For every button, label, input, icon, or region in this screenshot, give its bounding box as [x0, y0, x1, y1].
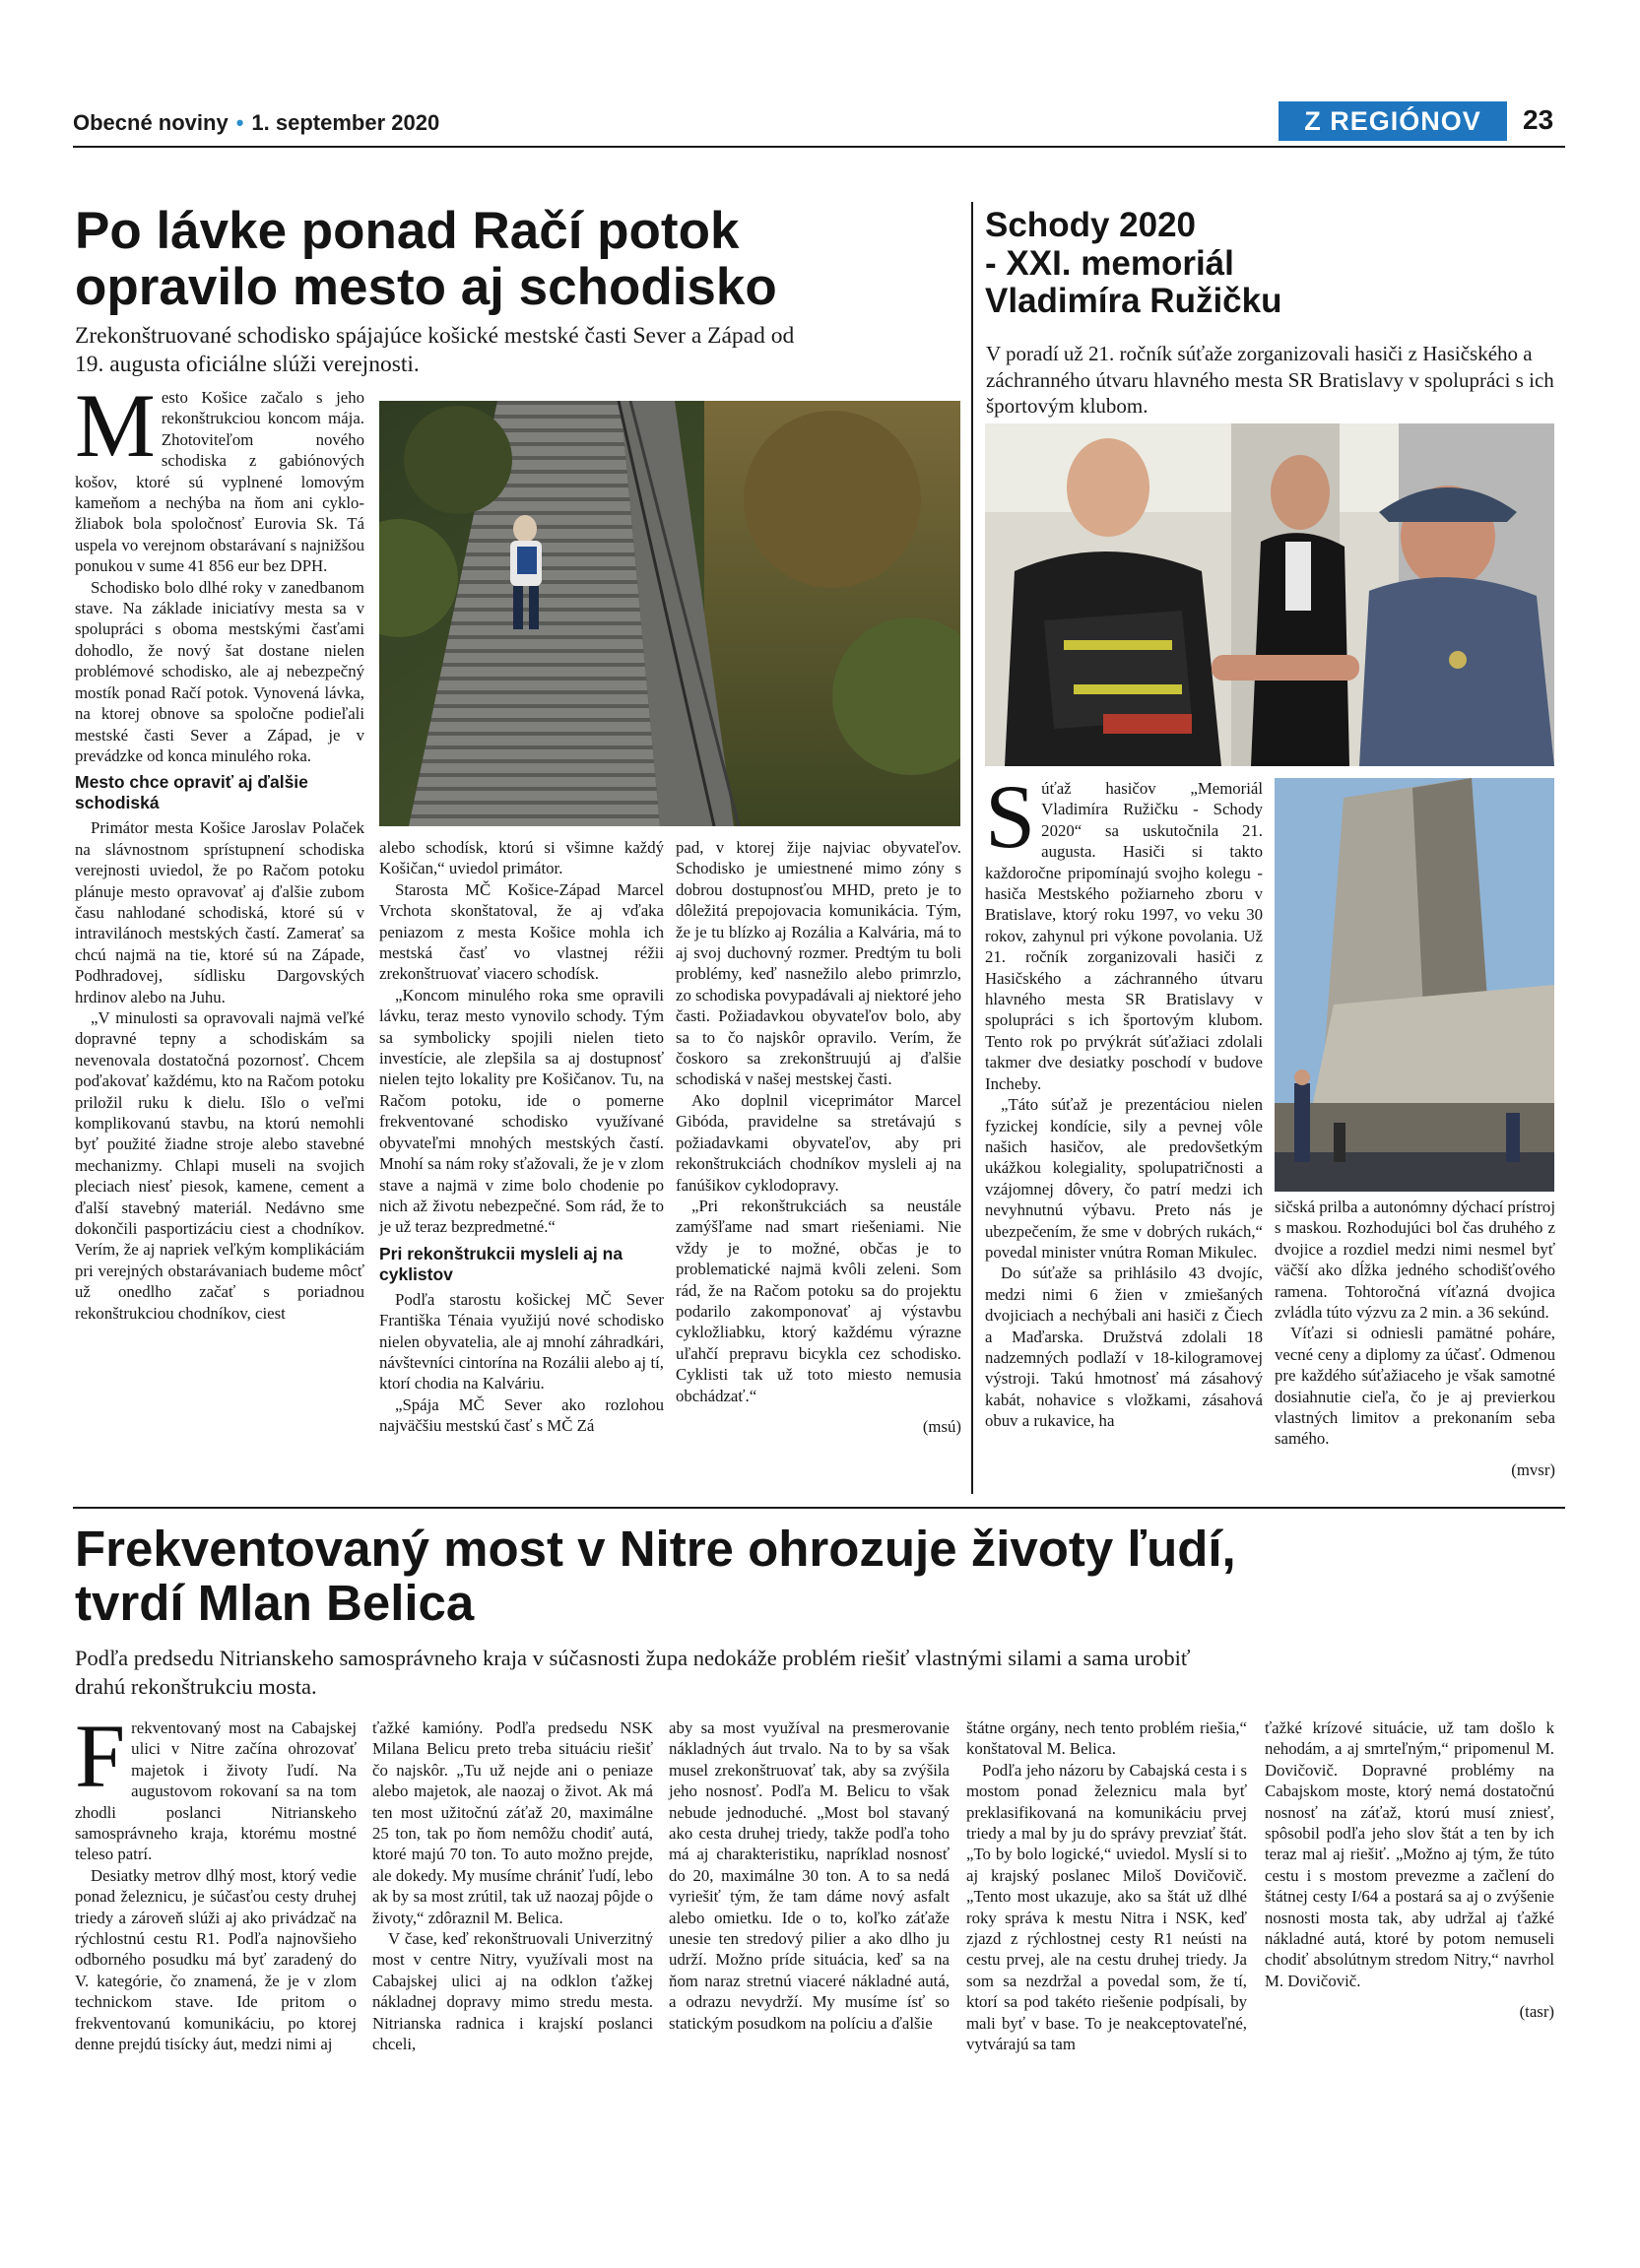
article2-paragraph: sičská prilba a autonómny dýchací prístroj s maskou. Rozhodujúci bol čas druhého z dvojice a rozdiel medzi nimi nesmel byť väčší ako dĺžka jedného schodišťového ramena. Tohtoročná víťazná dvojica zvládla túto výzvu za 2 min. a 36 sekúnd.	[1275, 1198, 1555, 1323]
article2-title-line2: - XXI. memoriál	[985, 243, 1234, 283]
article3-paragraph: štátne orgány, nech tento problém riešia,“ konštatoval M. Belica.	[966, 1718, 1247, 1759]
article3-paragraph: ťažké kamióny. Podľa predsedu NSK Milana Belicu preto treba situáciu riešiť čo najskôr. „Tu už nejde ani o peniaze alebo majetok, ale naozaj o život. Ak má ten most užitočnú záťaž 20, maximálne 25 ton, tak po ňom nemôžu chodiť autá, ktoré majú 70 ton. To auto možno prejde, ale dokedy. My musíme chrániť ľudí, lebo ak by sa most zrútil, tak už naozaj pôjde o životy,“ zdôraznil M. Belica.	[372, 1718, 653, 1927]
article3-lead-line1: Podľa predsedu Nitrianskeho samosprávneho kraja v súčasnosti župa nedokáže problém riešiť vlastnými silami a sama urobiť	[75, 1646, 1191, 1670]
article3-column-3	[669, 1717, 950, 2249]
article1-title-line2: opravilo mesto aj schodisko	[75, 258, 777, 317]
header-rule	[73, 146, 1565, 148]
article1-paragraph: „Koncom minulého roka sme opravili lávku, teraz mesto vynovilo schody. Tým sa symbolicky spojili nielen tieto investície, ale zlepšila sa aj dostupnosť nielen tejto lokality pre Košičanov. Tu, na Račom potoku, ide o pomerne frekventované schodisko využívané obyvateľmi mnohých mestských častí. Mnohí sa nám roky sťažovali, že je v zlom stave a najmä v zime bolo chodenie po nich až životu nebezpečné. Som rád, že to je už teraz bezpredmetné.“	[379, 985, 664, 1237]
stairway-photo-image	[379, 401, 960, 826]
article3-paragraph: ťažké krízové situácie, už tam došlo k nehodám, a aj smrteľným,“ pripomenul M. Dovičovič. Dopravné problémy na Cabajskom moste, ktorý nemá dostatočnú nosnosť na záťaž, ktorú musí zniesť, spôsobil podľa jeho slov štát a ten by ich teraz mal aj riešiť. „Možno aj tým, že túto cestu i s mostom prevezme a začlení do štátnej cesty I/64 a postará sa aj o zvýšenie nosnosti mosta tak, aby udržal aj ťažké nákladné autá, ktoré by potom nemuseli chodiť absolútnym stredom Nitry,“ navrhol M. Dovičovič.	[1265, 1718, 1554, 1990]
article1-paragraph: „Spája MČ Sever ako rozlohou najväčšiu mestskú časť s MČ Zá	[379, 1394, 664, 1436]
article3-column-4	[966, 1717, 1247, 2249]
article1-title	[75, 203, 961, 315]
article3-paragraph: rekventovaný most na Cabajskej ulici v Nitre začína ohrozovať majetok i životy ľudí. Na augustovom rokovaní sa na tom zhodli poslanci Nitrianskeho samosprávneho kraja, ktorému mostné teleso patrí.	[75, 1718, 357, 1864]
incheba-tower-photo-image	[1275, 778, 1554, 1192]
article2-dropcap: S	[985, 766, 1036, 867]
article1-paragraph: „V minulosti sa opravovali najmä veľké dopravné tepny a schodiskám sa nevenovala dostatočná pozornosť. Chcem poďakovať každému, kto na Račom potoku priložil ruku k dielu. Išlo o veľmi komplikovanú stavbu, na ktorú nemohli byť použité žiadne stroje alebo stavebné mechanizmy. Chlapi museli na svojich pleciach niesť piesok, kamene, cement a ďalší stavebný materiál. Nedávno sme dokončili pasportizáciu ciest a chodníkov. Verím, že aj napriek veľkým komplikáciám pri verejných obstarávaniach budeme môcť už onedlho začať s poriadnou rekonštrukciou chodníkov, ciest	[75, 1007, 364, 1323]
article1-lead-line1: Zrekonštruované schodisko spájajúce košické mestské časti Sever a Západ od	[75, 323, 795, 349]
article2-lead: V poradí už 21. ročník súťaže zorganizovali hasiči z Hasičského a záchranného útvaru hlavného mesta SR Bratislavy v spolupráci s ich športovým klubom.	[986, 342, 1554, 418]
publication-name: Obecné noviny	[73, 110, 229, 135]
article1-lead-line2: 19. augusta oficiálne slúži verejnosti.	[75, 352, 420, 377]
article3-lead	[75, 1645, 1562, 1701]
article2-column-2	[1275, 1197, 1555, 1497]
article3-dropcap: F	[75, 1706, 126, 1806]
masthead	[73, 110, 439, 136]
article2-title-line3: Vladimíra Ružičku	[985, 282, 1282, 320]
article1-paragraph: Schodisko bolo dlhé roky v zanedbanom stave. Na základe iniciatívy mesta sa v spolupráci s oboma mestskými časťami dohodlo, že nový šat dostane nielen problémové schodisko, ale aj nebezpečný mostík ponad Račí potok. Vynovená lávka, na ktorej obnove sa spoločne podieľali mestské časti Sever a Západ, je v prevádzke od konca minulého roka.	[75, 577, 364, 765]
article1-paragraph: pad, v ktorej žije najviac obyvateľov. Schodisko je umiestnené mimo zóny s dobrou dostupnosťou MHD, preto je to dôležitá prepojovacia komunikácia. Tým, že je tu blízko aj Rozália a Kalvária, má to aj svoj duchovný rozmer. Predtým tu boli problémy, keď nasnežilo alebo primrzlo, zo schodiska povypadávali aj niektoré jeho časti. Požiadavkou obyvateľov bolo, aby sa to čo najskôr opravilo. Verím, že čoskoro sa zrekonštruujú aj ďalšie schodiská v našej mestskej časti.	[676, 838, 961, 1089]
article1-paragraph: Ako doplnil viceprimátor Marcel Gibóda, pravidelne sa stretávajú s požiadavkami obyvateľov, aby pri rekonštrukciách chodníkov mysleli aj na fanúšikov cyklodopravy.	[676, 1090, 961, 1195]
article3-paragraph: aby sa most využíval na presmerovanie nákladných áut trvalo. Na to by sa však musel zrekonštruovať tak, aby sa zvýšila jeho nosnosť. Podľa M. Belicu to však nebude jednoduché. „Most bol stavaný ako cesta druhej triedy, takže podľa toho má aj charakteristiku, napríklad nosnosť do 20, maximálne 30 ton. A to sa nedá vyriešiť tým, že tam dáme nový asfalt alebo omietku. Ide o to, koľko záťaže unesie ten stredový pilier a ako dlho ju udrží. Možno príde situácia, keď sa na ňom naraz stretnú viaceré nákladné autá, a odrazu nevydrží. My musíme ísť so statickým posudkom na políciu a ďalšie	[669, 1718, 950, 2033]
separator-dot: •	[235, 110, 244, 135]
article1-column-2	[379, 837, 664, 1495]
article1-subheading: Pri rekonštrukcii mysleli aj na cyklistov	[379, 1243, 623, 1284]
article2-paragraph: úťaž hasičov „Memoriál Vladimíra Ružičku - Schody 2020“ sa uskutočnila 21. augusta. Hasiči si takto každoročne pripomínajú svojho kolegu - hasiča Mestského požiarneho zboru v Bratislave, ktorý roku 1997, vo veku 30 rokov, zahynul pri výkone povolania. Už 21. ročník zorganizovali hasiči z Hasičského a záchranného útvaru hlavného mesta SR Bratislavy v spolupráci s ich športovým klubom. Tento rok po prvýkrát súťažiaci zdolali takmer dve desiatky poschodí v budove Incheby.	[985, 779, 1263, 1093]
article1-column-3	[676, 837, 961, 1507]
article3-column-2	[372, 1717, 653, 2249]
article3-paragraph: Podľa jeho názoru by Cabajská cesta i s mostom ponad železnicu mala byť preklasifikovaná na komunikáciu prvej triedy a mal by ju do správy prevziať štát. „To by bolo logické,“ uviedol. Myslí si to aj krajský poslanec Miloš Dovičovič. „Tento most ukazuje, ako sa štát už dlhé roky správa k mestu Nitra i NSK, keď zjazd z rýchlostnej cesty R1 neústi na cestu prvej, ale na cestu druhej triedy. Ja som sa nezdržal a povedal som, že tí, ktorí sa pod takéto riešenie podpísali, by mali byť v base. To je neakceptovateľné, vytvárajú sa tam	[966, 1760, 1247, 2054]
article1-title-line1: Po lávke ponad Račí potok	[75, 202, 740, 260]
article1-subheading: Mesto chce opraviť aj ďalšie schodiská	[75, 772, 308, 813]
article3-title-line2: tvrdí Mlan Belica	[75, 1575, 475, 1632]
article3-column-5	[1265, 1717, 1554, 2249]
article2-title	[985, 207, 1399, 321]
article3-paragraph: V čase, keď rekonštruovali Univerzitný most v centre Nitry, využívali most na Cabajskej ulici aj na odklon ťažkej nákladnej dopravy mimo stredu mesta. Nitrianska radnica i krajskí poslanci chceli,	[372, 1929, 653, 2054]
page-number: 23	[1523, 104, 1554, 135]
article2-column-1	[985, 766, 1263, 1497]
article2-paragraph: Do súťaže sa prihlásilo 43 dvojíc, medzi nimi 6 žien v zmiešaných dvojiciach a nechýbali ani hasiči z Čiech a Maďarska. Družstvá zdolali 18 nadzemných podlaží v 18-kilogramovej výstroji. Takú hmotnosť má zásahový kabát, nohavice s vložkami, zásahová obuv a rukavice, ha	[985, 1264, 1263, 1431]
article2-title-line1: Schody 2020	[985, 206, 1196, 244]
article1-paragraph: esto Košice začalo s jeho rekonštrukciou koncom mája. Zhotoviteľom nového schodiska z gabiónových košov, ktoré sú vyplnené lomovým kameňom a nechýba na ňom ani cykložliabok bola spoločnosť Eurovia Sk. Tá uspela vo verejnom obstarávaní s najnižšou ponukou v sume 41 856 eur bez DPH.	[75, 388, 364, 576]
article1-column-1	[75, 375, 364, 1492]
column-divider	[971, 202, 973, 1494]
article1-signature: (msú)	[922, 1416, 961, 1436]
article3-title-line1: Frekventovaný most v Nitre ohrozuje životy ľudí,	[75, 1521, 1236, 1577]
article2-paragraph: „Táto súťaž je prezentáciou nielen fyzickej kondície, sily a pevnej vôle našich hasičov, ale predovšetkým ukážkou kolegiality, spolupatričnosti a vzájomnej dôvery, čo patrí medzi ich nevyhnutnú výbavu. Preto nás je ubezpečením, že sme v dobrých rukách,“ povedal minister vnútra Roman Mikulec.	[985, 1095, 1263, 1262]
article1-paragraph: Podľa starostu košickej MČ Sever Františka Ténaia využijú nové schodisko nielen obyvatelia, ale aj mnohí záhradkári, návštevníci cintorína na Rozálii alebo aj tí, ktorí chodia na Kalváriu.	[379, 1289, 664, 1393]
issue-date: 1. september 2020	[251, 110, 440, 135]
stairway-photo	[379, 401, 960, 826]
article1-lead	[75, 322, 961, 379]
article2-signature: (mvsr)	[1511, 1459, 1555, 1479]
section-label: Z REGIÓNOV	[1279, 101, 1507, 141]
article3-paragraph: Desiatky metrov dlhý most, ktorý vedie ponad železnicu, je súčasťou cesty druhej triedy a zároveň slúži aj ako privádzač na rýchlostnú cestu R1. Podľa najnovšieho odborného posudku má byť zaradený do V. kategórie, čo znamená, že je v zlom technickom stave. Ide pritom o frekventovanú komunikáciu, po ktorej denne prejdú tisícky áut, medzi nimi aj	[75, 1865, 357, 2054]
article1-paragraph: „Pri rekonštrukciách sa neustále zamýšľame nad smart riešeniami. Nie vždy je to možné, občas je to problematické najmä kvôli zeleni. Som rád, že na Račom potoku sa do projektu podarilo zakomponovať aj výstavbu cykložliabku, ktorý každému výrazne uľahčí prepravu bicykla cez schodisko. Cyklisti tak už toto miesto nemusia obchádzať.“	[676, 1196, 961, 1405]
incheba-tower-photo	[1275, 778, 1554, 1192]
article1-dropcap: M	[75, 375, 156, 476]
article1-paragraph: alebo schodísk, ktorú si všimne každý Košičan,“ uviedol primátor.	[379, 838, 664, 878]
article1-paragraph: Primátor mesta Košice Jaroslav Polaček na slávnostnom sprístupnení schodiska verejnosti uviedol, že po Račom potoku plánuje mesto opravovať aj ďalšie zubom času nahlodané schodiská, ktoré sú v intravilánoch mestských častí. Zamerať sa chcú najmä na tie, ktoré sú na Západe, Podhradovej, sídlisku Dargovských hrdinov alebo na Juhu.	[75, 818, 364, 1006]
article2-paragraph: Víťazi si odniesli pamätné poháre, vecné ceny a diplomy za účasť. Odmenou pre každého súťažiaceho je však samotné dosiahnutie cieľa, čo je aj previerkou vlastných limitov a prekonaním seba samého.	[1275, 1324, 1555, 1449]
article3-title	[75, 1522, 1562, 1630]
firefighters-photo	[985, 423, 1554, 766]
article3-column-1	[75, 1706, 357, 2249]
firefighters-photo-image	[985, 423, 1554, 766]
article3-signature: (tasr)	[1519, 2002, 1554, 2022]
article3-lead-line2: drahú rekonštrukciu mosta.	[75, 1673, 317, 1699]
article1-paragraph: Starosta MČ Košice-Západ Marcel Vrchota skonštatoval, že aj vďaka peniazom z mesta Košice mohla ich mestská časť vo vlastnej réžii zrekonštruovať viacero schodísk.	[379, 879, 664, 984]
article-divider	[73, 1507, 1565, 1509]
